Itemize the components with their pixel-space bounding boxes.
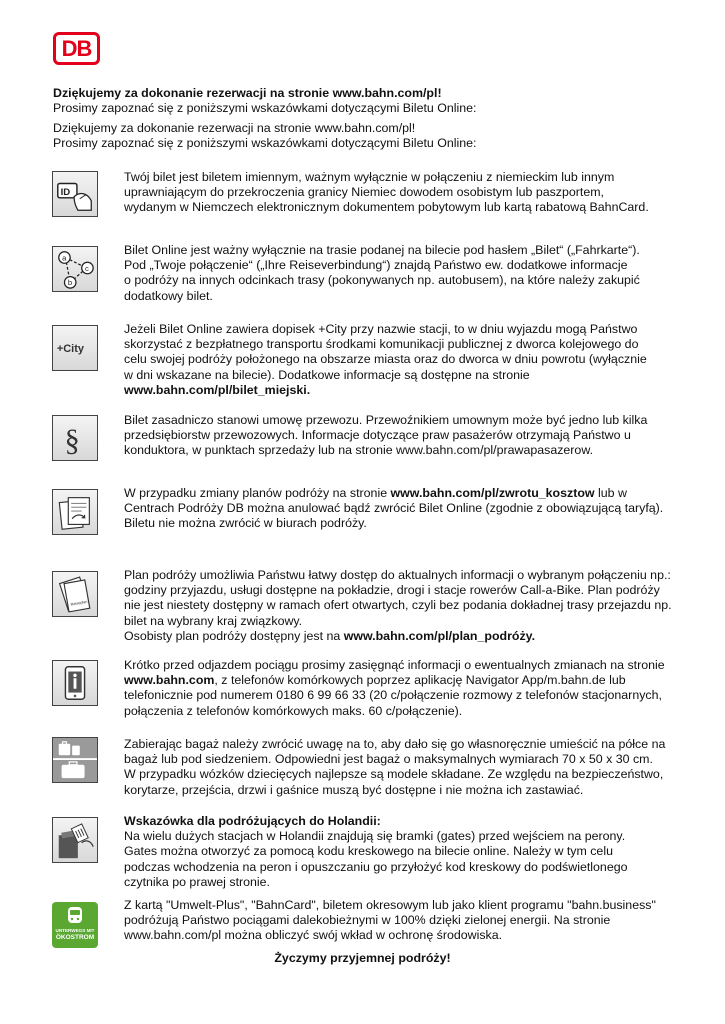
refund-link[interactable]: www.bahn.com/pl/zwrotu_kosztow <box>390 486 595 500</box>
text-line: dodatkowy bilet. <box>124 288 213 303</box>
id-card-icon <box>52 171 98 217</box>
refund-text-end: lub w <box>594 486 627 500</box>
text-line: Bilet Online jest ważny wyłącznie na trasie podanej na bilecie pod hasłem „Bilet“ („Fahrkarte“). <box>124 243 640 257</box>
text-line: Zabierając bagaż należy zwrócić uwagę na to, aby dało się go własnoręcznie umieścić na półce na <box>124 737 666 751</box>
text-line: telefonicznie pod numerem 0180 6 99 66 33 (20 c/połączenie rozmowy z telefonów stacjonarnych, <box>124 688 662 703</box>
eco-badge-line1: UNTERWEGS MIT <box>55 928 95 933</box>
luggage-icon <box>52 737 98 783</box>
text-line: Gates można otworzyć za pomocą kodu kreskowego na bilecie online. Należy w tym celu <box>124 844 613 859</box>
text-line: podczas wchodzenia na peron i opuszczaniu go przyłożyć kod kreskowy do podświetlonego <box>124 859 628 874</box>
text-line: Biletu nie można zwrócić w biurach podróży. <box>124 516 367 531</box>
travel-plan-icon <box>52 571 98 617</box>
text-line: bilet na wybrany kraj związkowy. <box>124 613 303 628</box>
text-line: w dni wskazane na bilecie). Dodatkowe informacje są dostępne na stronie <box>124 367 530 382</box>
eco-badge-line2: ÖKOSTROM <box>55 934 95 941</box>
text-line: bagaż lub pod siedzeniem. Odpowiedni jest bagaż o maksymalnych wymiarach 70 x 50 x 30 cm. <box>124 752 653 767</box>
logo-text: DB <box>61 36 92 61</box>
section-eco-text <box>124 898 684 944</box>
text-line: czytnika po prawej stronie. <box>124 874 271 889</box>
text-line: W przypadku wózków dziecięcych najlepsze są modele składane. Ze względu na bezpieczeństwo, <box>124 767 664 782</box>
text-line: Twój bilet jest biletem imiennym, ważnym wyłącznie w połączeniu z niemieckim lub innym <box>124 170 615 184</box>
text-line: Z kartą "Umwelt-Plus", "BahnCard", biletem okresowym lub jako klient programu "bahn.business" <box>124 898 656 912</box>
mobile-info-icon <box>52 660 98 706</box>
text-line: o podróży na innych odcinkach trasy (pokonywanych np. autobusem), na które należy zakupić <box>124 273 640 288</box>
intro-instructions-repeat: Prosimy zapoznać się z poniższymi wskazówkami dotyczącymi Biletu Online: <box>53 136 477 150</box>
info-text: , z telefonów komórkowych poprzez aplikację Navigator App/m.bahn.de lub <box>214 673 626 688</box>
section-luggage-text <box>124 737 684 798</box>
section-refund-text <box>124 486 684 532</box>
route-c-label: c <box>85 263 89 273</box>
plus-city-label: +City <box>56 342 85 355</box>
route-abc-icon <box>52 246 98 292</box>
text-line: korytarze, przejścia, drzwi i gaśnice muszą być dostępne i nie można ich zastawiać. <box>124 782 584 797</box>
text-line: Pod „Twoje połączenie“ („Ihre Reiseverbindung“) znajdą Państwo ew. dodatkowe informacje <box>124 258 628 273</box>
intro-thanks-bold: Dziękujemy za dokonanie rezerwacji na stronie www.bahn.com/pl! <box>53 86 442 100</box>
paragraph-label: § <box>64 423 80 458</box>
text-line: www.bahn.com/pl można obliczyć swój wkład w ochronę środowiska. <box>124 928 503 943</box>
text-line: Centrach Podróży DB można anulować bądź zwrócić Bilet Online (zgodnie z obowiązującą taryfą). <box>124 501 664 516</box>
section-info-text <box>124 658 684 719</box>
route-a-label: a <box>62 253 67 263</box>
text-line: wydanym w Niemczech elektronicznym dokumentem pobytowym lub kartą rabatową BahnCard. <box>124 200 649 215</box>
text-line: Krótko przed odjazdem pociągu prosimy zasięgnąć informacji o ewentualnych zmianach na stronie <box>124 658 665 672</box>
text-line: podróżują Państwo pociągami dalekobieżnymi w 100% dzięki zielonej energii. Na stronie <box>124 913 611 928</box>
plan-label: Reiseplan <box>70 599 88 607</box>
route-b-label: b <box>67 278 73 288</box>
text-line: przedsiębiorstw przewozowych. Informacje dotyczące praw pasażerów otrzymają Państwo u <box>124 428 631 443</box>
city-link[interactable]: www.bahn.com/pl/bilet_miejski. <box>124 382 311 397</box>
text-line: celu swojej podróży położonego na obszarze miasta oraz do dworca w dniu powrotu (wyłącznie <box>124 352 647 367</box>
section-holland-text <box>124 814 684 890</box>
text-line: Jeżeli Bilet Online zawiera dopisek +City przy nazwie stacji, to w dniu wyjazdu mogą Państwo <box>124 322 638 336</box>
intro-instructions: Prosimy zapoznać się z poniższymi wskazówkami dotyczącymi Biletu Online: <box>53 101 477 115</box>
text-line: godziny przyjazdu, usługi dostępne na pokładzie, drogi i stacje rowerów Call-a-Bike. Plan podróży <box>124 583 660 598</box>
text-line: Na wielu dużych stacjach w Holandii znajdują się bramki (gates) przed wejściem na perony. <box>124 829 626 844</box>
plan-link[interactable]: www.bahn.com/pl/plan_podróży. <box>343 628 536 643</box>
section-id-text <box>124 170 684 216</box>
db-logo <box>53 32 100 65</box>
text-line: połączenia z telefonów komórkowych maks. 60 c/połączenie). <box>124 703 463 718</box>
gate-scanner-icon <box>52 817 98 863</box>
section-legal-text <box>124 413 684 459</box>
refund-text-start: W przypadku zmiany planów podróży na stronie <box>124 486 391 500</box>
text-line: Bilet zasadniczo stanowi umowę przewozu. Przewoźnikiem umownym może być jedno lub kilka <box>124 413 648 427</box>
section-plan-text <box>124 568 684 644</box>
closing-wish: Życzymy przyjemnej podróży! <box>274 951 451 965</box>
text-line: nie jest niestety dostępny w ramach ofert otwartych, czyli bez podania dokładnej trasy przejazdu np. <box>124 598 672 613</box>
plan-text-start: Osobisty plan podróży dostępny jest na <box>124 628 344 643</box>
section-city-text <box>124 322 684 398</box>
text-line: uprawniającym do przekroczenia granicy Niemiec dowodem osobistym lub paszportem, <box>124 185 605 200</box>
eco-leaf-icon <box>52 902 98 948</box>
section-route-text <box>124 243 684 304</box>
info-link[interactable]: www.bahn.com <box>124 673 215 688</box>
refund-document-icon <box>52 489 98 535</box>
paragraph-icon <box>52 415 98 461</box>
id-label: ID <box>60 186 71 198</box>
text-line: Plan podróży umożliwia Państwu łatwy dostęp do aktualnych informacji o wybranym połączeniu np.: <box>124 568 671 582</box>
text-line: skorzystać z bezpłatnego transportu środkami komunikacji publicznej z dworca kolejowego do <box>124 337 639 352</box>
holland-title: Wskazówka dla podróżujących do Holandii: <box>124 814 381 828</box>
plus-city-icon <box>52 325 98 371</box>
intro-thanks-repeat: Dziękujemy za dokonanie rezerwacji na stronie www.bahn.com/pl! <box>53 121 416 135</box>
text-line: konduktora, w punktach sprzedaży lub na stronie www.bahn.com/pl/prawapasazerow. <box>124 443 594 458</box>
